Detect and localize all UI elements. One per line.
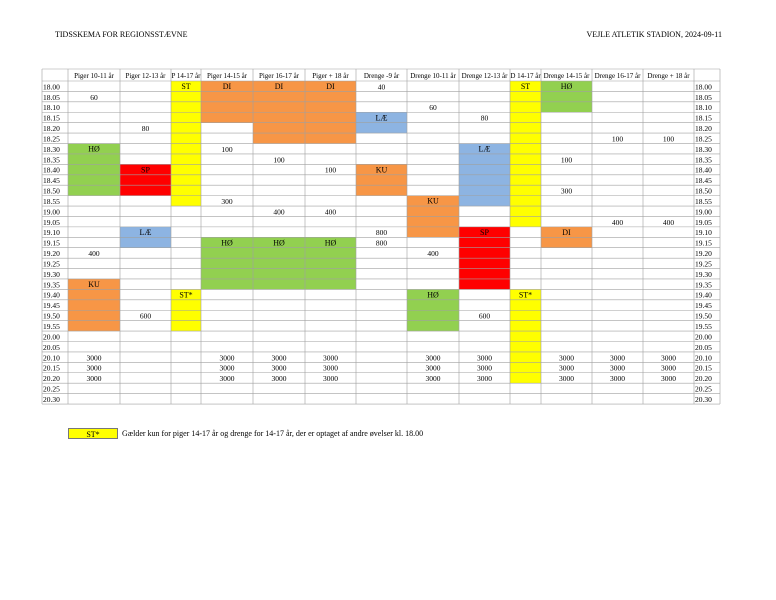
- distance-value: 100: [611, 134, 624, 144]
- distance-value: 3000: [323, 374, 338, 384]
- time-label-left: 20.30: [43, 394, 60, 404]
- time-label-left: 19.40: [43, 290, 60, 300]
- time-label-left: 18.55: [43, 196, 60, 206]
- column-header: Piger 10-11 år: [74, 72, 114, 80]
- distance-value: 3000: [610, 374, 625, 384]
- distance-value: 3000: [219, 374, 235, 384]
- distance-value: 60: [90, 92, 98, 102]
- distance-value: 400: [324, 207, 337, 217]
- time-label-right: 18.35: [695, 155, 712, 165]
- distance-value: 3000: [477, 353, 492, 363]
- legend-swatch: ST*: [68, 428, 118, 439]
- time-label-right: 20.15: [695, 363, 712, 373]
- document-title: TIDSSKEMA FOR REGIONSSTÆVNE: [55, 30, 188, 39]
- distance-value: 400: [88, 249, 100, 259]
- event-block: [510, 289, 541, 383]
- event-label: KU: [427, 196, 439, 206]
- column-header: Piger + 18 år: [312, 72, 349, 80]
- column-header: Piger 14-15 år: [206, 72, 248, 80]
- time-label-right: 20.05: [695, 342, 712, 352]
- event-label: SP: [480, 228, 489, 238]
- time-label-right: 18.25: [695, 134, 712, 144]
- time-label-left: 19.45: [43, 301, 60, 311]
- event-label: LÆ: [478, 144, 491, 154]
- distance-value: 80: [480, 113, 489, 123]
- distance-value: 3000: [559, 363, 574, 373]
- time-label-right: 20.25: [695, 384, 712, 394]
- time-label-right: 19.45: [695, 301, 712, 311]
- distance-value: 100: [273, 155, 285, 165]
- event-label: HØ: [88, 144, 100, 154]
- distance-value: 3000: [86, 353, 102, 363]
- event-label: ST*: [518, 290, 533, 300]
- column-header: Drenge 12-13 år: [461, 72, 508, 80]
- column-header: Piger 16-17 år: [258, 72, 300, 80]
- event-label: ST*: [179, 290, 193, 300]
- column-header: Drenge + 18 år: [647, 72, 690, 80]
- event-label: DI: [274, 82, 284, 92]
- time-label-right: 19.15: [695, 238, 712, 248]
- time-label-right: 20.10: [695, 353, 712, 363]
- time-label-right: 19.10: [695, 228, 712, 238]
- legend: [68, 427, 423, 439]
- distance-value: 3000: [425, 353, 441, 363]
- time-label-right: 19.20: [695, 249, 712, 259]
- distance-value: 3000: [610, 363, 625, 373]
- venue-date: VEJLE ATLETIK STADION, 2024-09-11: [586, 30, 722, 39]
- column-header: Drenge 14-15 år: [543, 72, 590, 80]
- distance-value: 100: [560, 155, 573, 165]
- time-label-left: 19.10: [43, 228, 60, 238]
- time-label-right: 20.20: [695, 374, 712, 384]
- event-label: HØ: [427, 290, 439, 300]
- time-label-right: 20.30: [695, 394, 712, 404]
- distance-value: 80: [141, 124, 150, 134]
- event-label: ST: [520, 82, 531, 92]
- event-label: KU: [375, 165, 388, 175]
- time-label-right: 20.00: [695, 332, 712, 342]
- distance-value: 3000: [661, 353, 676, 363]
- time-label-left: 18.45: [43, 176, 60, 186]
- event-label: KU: [88, 280, 100, 290]
- time-label-left: 18.05: [43, 92, 60, 102]
- time-label-right: 19.30: [695, 269, 712, 279]
- time-label-left: 19.20: [43, 249, 60, 259]
- distance-value: 3000: [559, 374, 574, 384]
- event-label: DI: [326, 82, 335, 92]
- time-label-right: 18.00: [695, 82, 712, 92]
- event-label: ST: [181, 82, 191, 92]
- time-label-left: 18.25: [43, 134, 60, 144]
- time-label-right: 19.25: [695, 259, 712, 269]
- time-label-left: 18.30: [43, 144, 60, 154]
- column-header: Drenge -9 år: [363, 72, 400, 80]
- distance-value: 300: [221, 196, 233, 206]
- time-label-right: 18.05: [695, 92, 712, 102]
- column-header: Piger 12-13 år: [125, 72, 166, 80]
- event-label: HØ: [273, 238, 285, 248]
- time-label-right: 18.30: [695, 144, 712, 154]
- time-label-right: 18.40: [695, 165, 712, 175]
- time-label-right: 18.15: [695, 113, 712, 123]
- distance-value: 3000: [661, 363, 676, 373]
- time-label-right: 19.35: [695, 280, 712, 290]
- distance-value: 3000: [610, 353, 625, 363]
- time-label-left: 18.10: [43, 103, 60, 113]
- distance-value: 600: [139, 311, 152, 321]
- column-header: Drenge 10-11 år: [410, 72, 456, 80]
- event-label: HØ: [221, 238, 233, 248]
- time-label-right: 19.05: [695, 217, 712, 227]
- distance-value: 300: [560, 186, 573, 196]
- distance-value: 400: [611, 217, 624, 227]
- column-header: P 14-17 år: [171, 72, 201, 80]
- time-label-left: 20.20: [43, 374, 60, 384]
- distance-value: 3000: [86, 363, 102, 373]
- time-label-right: 19.50: [695, 311, 712, 321]
- event-label: SP: [141, 165, 150, 175]
- time-label-right: 19.40: [695, 290, 712, 300]
- distance-value: 3000: [323, 353, 338, 363]
- distance-value: 3000: [271, 353, 287, 363]
- distance-value: 3000: [323, 363, 338, 373]
- distance-value: 3000: [661, 374, 676, 384]
- time-label-left: 20.05: [43, 342, 60, 352]
- event-label: LÆ: [139, 228, 152, 238]
- time-label-left: 18.15: [43, 113, 60, 123]
- time-label-left: 20.00: [43, 332, 60, 342]
- distance-value: 400: [427, 249, 439, 259]
- distance-value: 3000: [219, 353, 235, 363]
- time-label-right: 18.10: [695, 103, 712, 113]
- time-label-right: 19.00: [695, 207, 712, 217]
- time-label-left: 19.55: [43, 321, 60, 331]
- distance-value: 3000: [425, 374, 441, 384]
- event-label: LÆ: [375, 113, 388, 123]
- distance-value: 3000: [271, 363, 287, 373]
- distance-value: 3000: [477, 374, 492, 384]
- time-label-left: 19.50: [43, 311, 60, 321]
- distance-value: 3000: [477, 363, 492, 373]
- distance-value: 800: [375, 228, 388, 238]
- time-label-left: 18.20: [43, 124, 60, 134]
- time-label-left: 20.25: [43, 384, 60, 394]
- distance-value: 600: [478, 311, 491, 321]
- time-label-left: 19.30: [43, 269, 60, 279]
- distance-value: 100: [324, 165, 337, 175]
- distance-value: 800: [375, 238, 388, 248]
- distance-value: 3000: [86, 374, 102, 384]
- time-label-right: 19.55: [695, 321, 712, 331]
- distance-value: 3000: [559, 353, 574, 363]
- distance-value: 400: [662, 217, 675, 227]
- time-label-left: 20.10: [43, 353, 60, 363]
- distance-value: 60: [429, 103, 437, 113]
- time-label-left: 19.25: [43, 259, 60, 269]
- time-label-left: 19.00: [43, 207, 60, 217]
- time-label-left: 18.35: [43, 155, 60, 165]
- time-label-left: 20.15: [43, 363, 60, 373]
- time-label-right: 18.45: [695, 176, 712, 186]
- distance-value: 100: [662, 134, 675, 144]
- distance-value: 3000: [425, 363, 441, 373]
- distance-value: 100: [221, 144, 233, 154]
- column-header: D 14-17 år: [510, 72, 541, 80]
- time-label-left: 19.05: [43, 217, 60, 227]
- time-label-right: 18.55: [695, 196, 712, 206]
- distance-value: 40: [377, 82, 386, 92]
- time-label-left: 18.00: [43, 82, 60, 92]
- time-label-left: 18.40: [43, 165, 60, 175]
- time-label-left: 19.15: [43, 238, 60, 248]
- event-label: DI: [562, 228, 571, 238]
- time-label-right: 18.20: [695, 124, 712, 134]
- legend-text: Gælder kun for piger 14-17 år og drenge for 14-17 år, der er optaget af andre øvelser kl. 18.00: [122, 428, 424, 438]
- event-label: HØ: [560, 82, 573, 92]
- event-label: HØ: [324, 238, 337, 248]
- event-label: DI: [222, 82, 232, 92]
- column-header: Drenge 16-17 år: [594, 72, 641, 80]
- distance-value: 3000: [219, 363, 235, 373]
- distance-value: 400: [273, 207, 285, 217]
- time-label-left: 18.50: [43, 186, 60, 196]
- time-label-right: 18.50: [695, 186, 712, 196]
- distance-value: 3000: [271, 374, 287, 384]
- time-label-left: 19.35: [43, 280, 60, 290]
